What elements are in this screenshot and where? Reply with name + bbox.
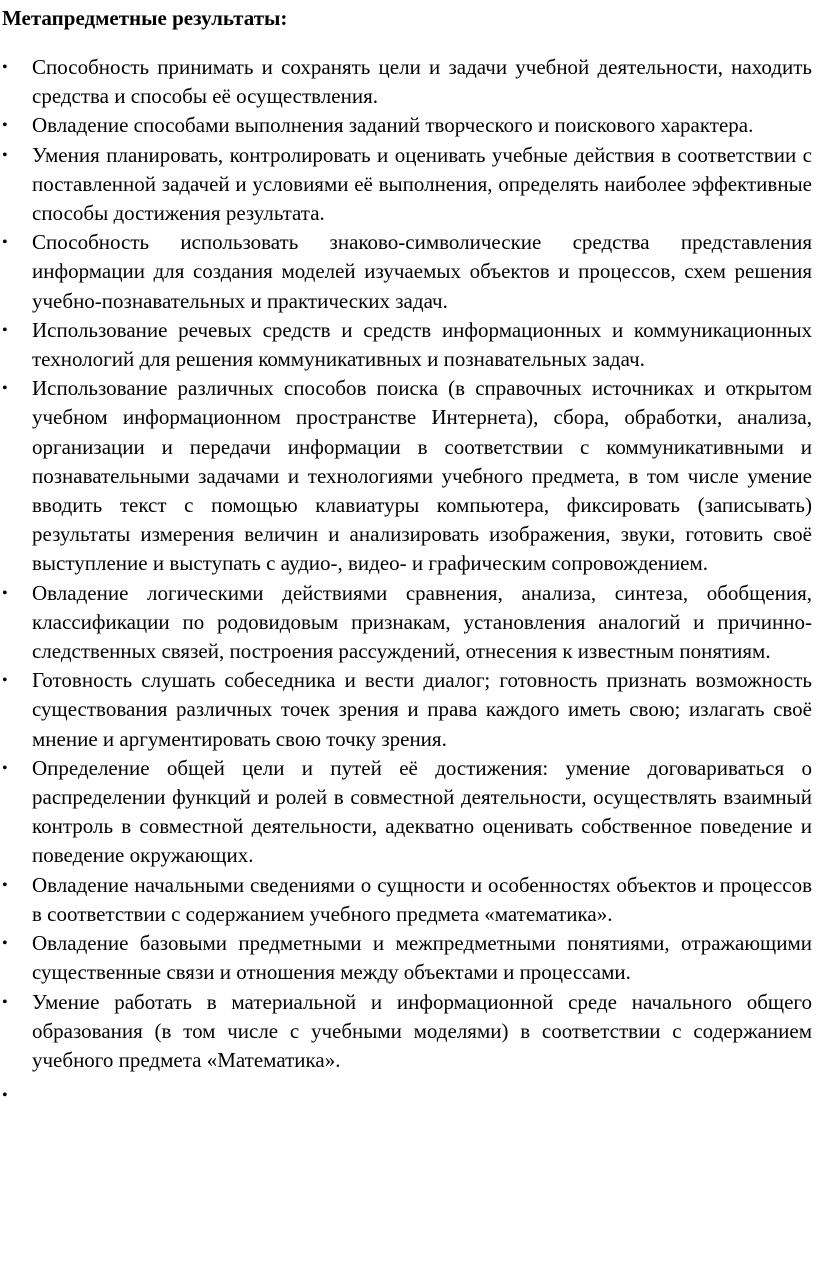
list-item-text: Использование речевых средств и средств информационных и коммуникационных технологий для решения коммуникативных и познавательных задач. xyxy=(32,317,812,372)
list-item-text: Умение работать в материальной и информационной среде начального общего образования (в том числе с учебными моделями) в соответствии с содержанием учебного предмета «Математика». xyxy=(32,989,812,1072)
bullet-icon: • xyxy=(2,234,8,252)
list-item-text: Способность принимать и сохранять цели и задачи учебной деятельности, находить средства и способы её осуществления. xyxy=(32,55,812,109)
bullet-icon: • xyxy=(2,380,8,398)
bullet-icon: • xyxy=(2,321,8,339)
list-item-text: Овладение базовыми предметными и межпредметными понятиями, отражающими существенные связи и отношения между объектами и процессами. xyxy=(32,931,812,985)
bullet-icon: • xyxy=(2,672,8,690)
list-item-text: Овладение логическими действиями сравнения, анализа, синтеза, обобщения, классификации по родовидовым признакам, установления аналогий и причинно-следственных связей, построения рассуждений, отнесения к известным понятиям. xyxy=(32,580,812,664)
bullet-icon: • xyxy=(2,935,8,953)
bullet-icon: • xyxy=(2,146,8,164)
bullet-icon: • xyxy=(2,759,8,777)
bullet-icon: • xyxy=(2,993,8,1011)
list-item xyxy=(2,111,812,140)
list-item-text: Овладение начальными сведениями о сущности и особенностях объектов и процессов в соответствии с содержанием учебного предмета «математика». xyxy=(32,872,812,926)
list-item xyxy=(2,53,812,111)
bullet-icon: • xyxy=(2,584,8,602)
results-list xyxy=(2,53,812,1111)
list-item-text: Овладение способами выполнения заданий творческого и поискового характера. xyxy=(32,113,754,138)
list-item-text: Определение общей цели и путей её достижения: умение договариваться о распределении функций и ролей в совместной деятельности, осуществлять взаимный контроль в совместной деятельности, адекватно оценивать собственное поведение и поведение окружающих. xyxy=(32,755,812,868)
bullet-icon: • xyxy=(2,59,8,76)
list-item xyxy=(2,141,812,229)
list-item xyxy=(2,374,812,578)
list-item xyxy=(2,666,812,754)
section-heading: Метапредметные результаты: xyxy=(2,6,288,30)
list-item xyxy=(2,316,812,374)
list-item xyxy=(2,579,812,667)
list-item xyxy=(2,988,812,1076)
list-item xyxy=(2,929,812,987)
list-item xyxy=(2,228,812,316)
list-item xyxy=(2,754,812,871)
list-item-text: Умения планировать, контролировать и оценивать учебные действия в соответствии с поставленной задачей и условиями её выполнения, определять наиболее эффективные способы достижения результата. xyxy=(32,142,812,226)
bullet-icon: • xyxy=(2,1087,8,1105)
empty-list-item xyxy=(2,1081,812,1111)
list-item-text: Способность использовать знаково-символические средства представления информации для создания моделей изучаемых объектов и процессов, схем решения учебно-познавательных и практических задач. xyxy=(32,230,812,313)
list-item-text: Использование различных способов поиска (в справочных источниках и открытом учебном информационном пространстве Интернета), сбора, обработки, анализа, организации и передачи информации в соответствии с коммуникативными и познавательными задачами и технологиями учебного предмета, в том числе умение вводить текст с помощью клавиатуры компьютера, фиксировать (записывать) результаты измерения величин и анализировать изображения, звуки, готовить своё выступление и выступать с аудио-, видео- и графическим сопровождением. xyxy=(32,376,812,576)
list-item xyxy=(2,871,812,929)
bullet-icon: • xyxy=(2,117,8,135)
list-item-text: Готовность слушать собеседника и вести диалог; готовность признать возможность существования различных точек зрения и права каждого иметь свою; излагать своё мнение и аргументировать свою точку зрения. xyxy=(32,668,812,751)
bullet-icon: • xyxy=(2,876,8,894)
